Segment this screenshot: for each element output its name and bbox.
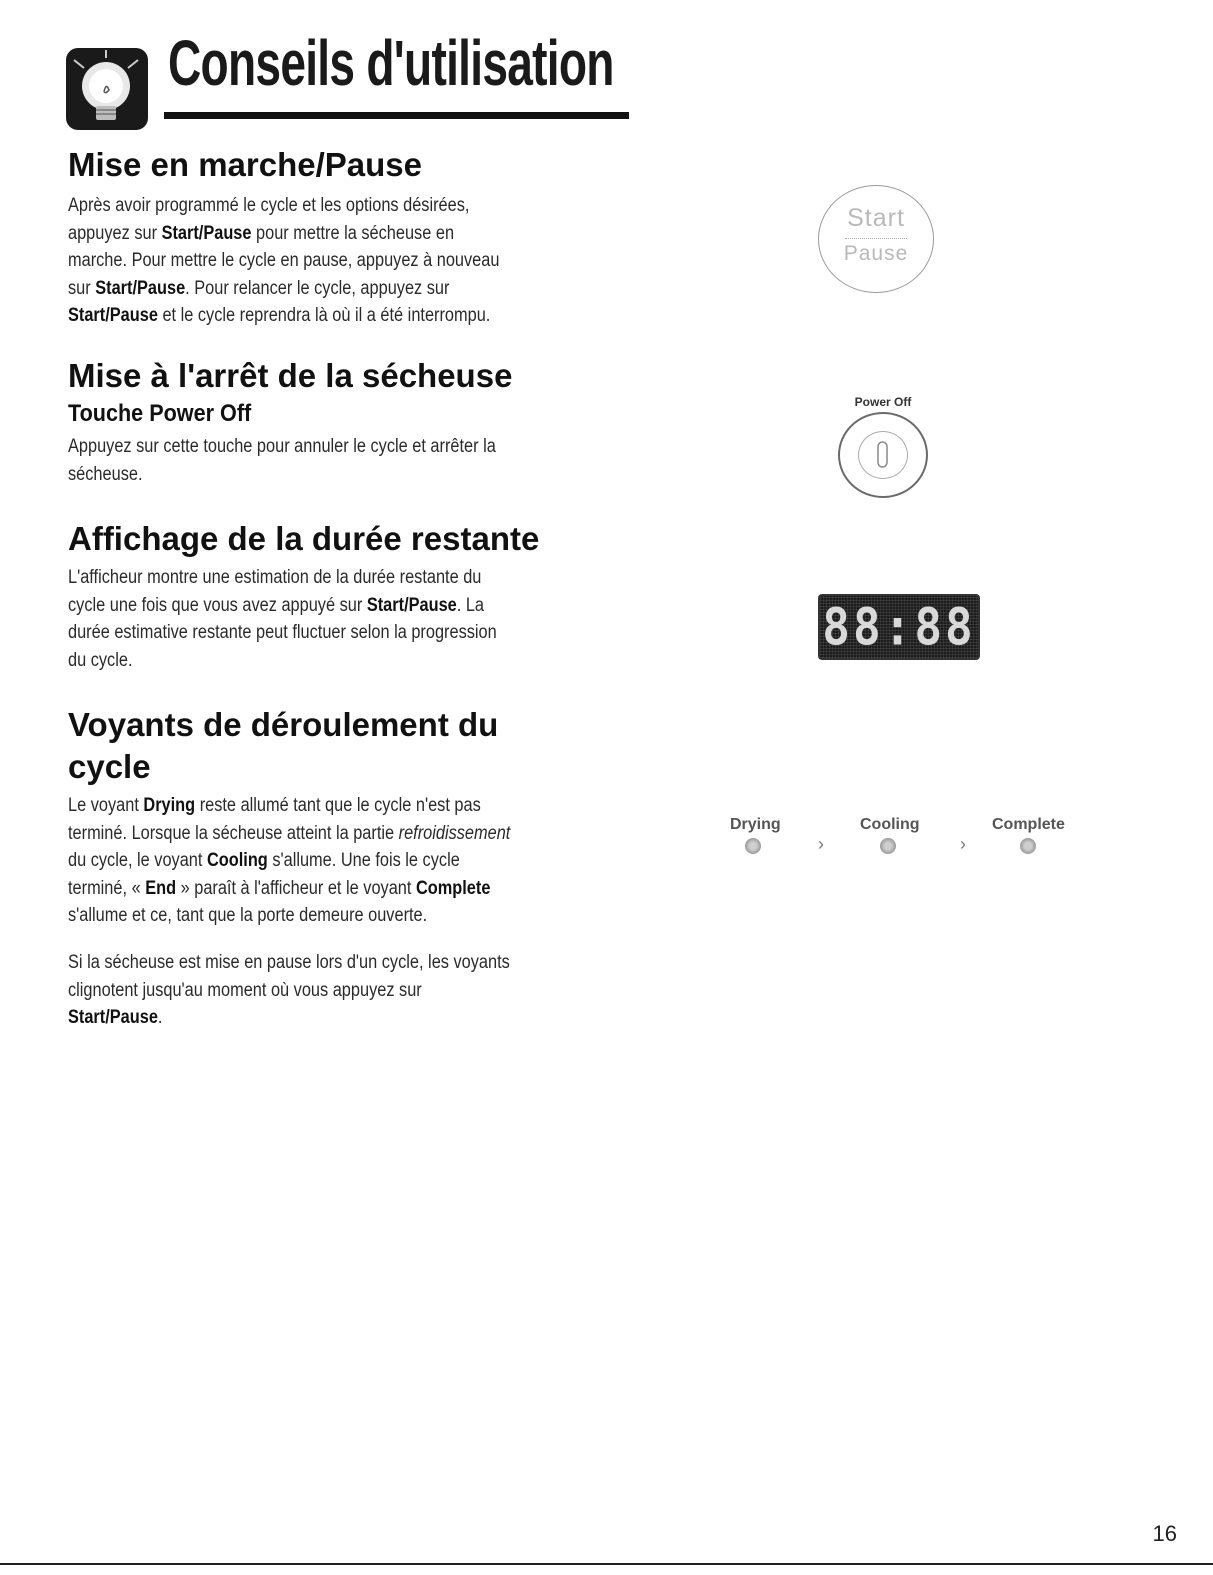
power-off-text (68, 433, 567, 488)
text-line: L'afficheur montre une estimation de la durée restante du (68, 567, 482, 588)
status-lights-text-2 (68, 949, 567, 1032)
complete-label: Complete (992, 816, 1065, 833)
drying-light (745, 838, 761, 854)
text-line: terminé, « End » paraît à l'afficheur et le voyant Complete (68, 877, 491, 899)
text-line: durée estimative restante peut fluctuer selon la progression (68, 622, 497, 644)
italic-term: refroidissement (398, 822, 511, 844)
start-pause-text (68, 192, 567, 330)
bold-term: End (145, 877, 177, 899)
time-display (818, 594, 980, 660)
arrow-right-icon: › (960, 834, 966, 854)
status-lights-heading: Voyants de déroulement du cycle (68, 706, 499, 785)
drying-label: Drying (730, 816, 781, 833)
power-off-heading: Mise à l'arrêt de la sécheuse (68, 357, 513, 394)
bold-term: Cooling (206, 850, 268, 872)
power-off-button[interactable] (838, 412, 928, 498)
title-underline (164, 112, 629, 119)
power-icon (858, 431, 908, 479)
text-line: cycle une fois que vous avez appuyé sur Start/Pause. La (68, 594, 485, 616)
text-line: Start/Pause et le cycle reprendra là où il a été interrompu. (68, 305, 491, 327)
divider (845, 238, 907, 239)
cooling-light (880, 838, 896, 854)
text-line: sur Start/Pause. Pour relancer le cycle, appuyez sur (68, 277, 450, 299)
lightbulb-icon (66, 48, 148, 130)
time-display-heading: Affichage de la durée restante (68, 520, 540, 557)
bold-term: Start/Pause (68, 1007, 158, 1029)
arrow-right-icon: › (818, 834, 824, 854)
text-line: Si la sécheuse est mise en pause lors d'un cycle, les voyants (68, 952, 510, 973)
bold-term: Start/Pause (95, 277, 186, 299)
text-line: Le voyant Drying reste allumé tant que le cycle n'est pas (68, 795, 481, 816)
page-number: 16 (1152, 1521, 1177, 1546)
complete-light (1020, 838, 1036, 854)
text-line: sécheuse. (68, 463, 143, 485)
start-pause-heading: Mise en marche/Pause (68, 146, 423, 183)
text-line: Start/Pause. (68, 1007, 163, 1029)
bold-term: Drying (143, 795, 196, 816)
display-digits: 88:88 (822, 597, 976, 657)
bold-term: Start/Pause (161, 222, 252, 244)
power-off-label: Power Off (854, 395, 912, 409)
status-lights-text (68, 792, 567, 930)
page-title: Conseils d'utilisation (168, 27, 614, 99)
start-pause-button[interactable] (818, 185, 934, 293)
bottom-rule (0, 1563, 1213, 1565)
bold-term: Start/Pause (366, 594, 457, 616)
cooling-label: Cooling (860, 816, 920, 833)
text-line: Appuyez sur cette touche pour annuler le cycle et arrêter la (68, 436, 496, 457)
text-line: Après avoir programmé le cycle et les options désirées, (68, 195, 470, 216)
bold-term: Complete (415, 877, 491, 899)
text-line: clignotent jusqu'au moment où vous appuyez sur (68, 979, 422, 1001)
text-line: du cycle. (68, 649, 133, 671)
text-line: s'allume et ce, tant que la porte demeure ouverte. (68, 905, 428, 927)
power-off-subheading: Touche Power Off (68, 400, 252, 427)
bold-term: Start/Pause (68, 305, 158, 327)
start-label: Start (847, 204, 905, 232)
text-line: appuyez sur Start/Pause pour mettre la sécheuse en (68, 222, 455, 244)
text-line: marche. Pour mettre le cycle en pause, appuyez à nouveau (68, 250, 500, 272)
pause-label: Pause (843, 242, 909, 265)
text-line: du cycle, le voyant Cooling s'allume. Une fois le cycle (68, 850, 460, 872)
text-line: terminé. Lorsque la sécheuse atteint la partie refroidissement (68, 822, 511, 844)
time-display-text (68, 564, 567, 674)
